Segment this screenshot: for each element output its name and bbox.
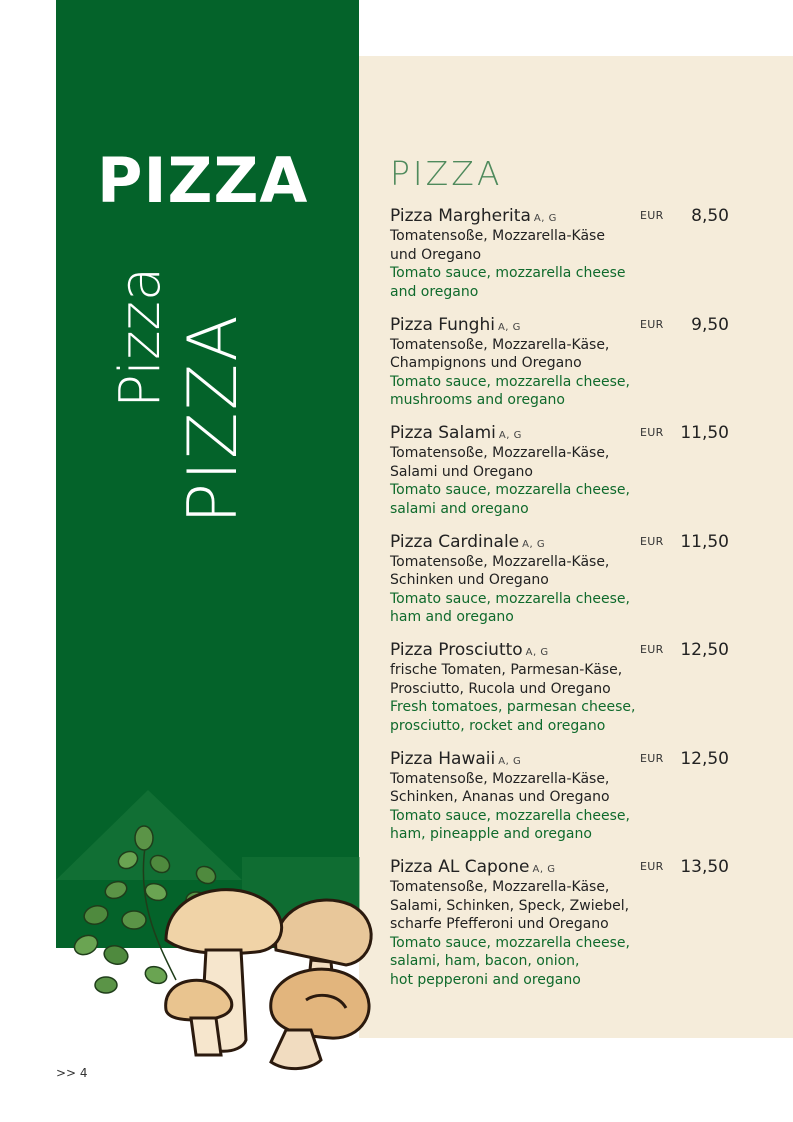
description-german: Salami und Oregano bbox=[390, 463, 533, 480]
description-german: Tomatensoße, Mozzarella-Käse, bbox=[390, 879, 610, 895]
description-english: hot pepperoni and oregano bbox=[390, 971, 581, 988]
description-german: Schinken, Ananas und Oregano bbox=[390, 789, 610, 806]
item-name: Pizza Margherita bbox=[390, 206, 531, 226]
description-german: und Oregano bbox=[390, 246, 482, 263]
sidebar-title: PIZZA bbox=[97, 144, 309, 217]
description-english: prosciutto, rocket and oregano bbox=[390, 717, 606, 734]
menu-item bbox=[390, 205, 735, 314]
item-currency: EUR bbox=[640, 209, 664, 222]
description-german: Tomatensoße, Mozzarella-Käse, bbox=[390, 553, 610, 570]
description-german: Tomatensoße, Mozzarella-Käse bbox=[390, 228, 605, 244]
description-english: Tomato sauce, mozzarella cheese, bbox=[390, 934, 630, 951]
sidebar-vertical-text-caps: PIZZA bbox=[174, 313, 253, 524]
item-currency: EUR bbox=[640, 534, 664, 548]
description-german: Champignons und Oregano bbox=[390, 355, 582, 372]
item-price: 11,50 bbox=[680, 423, 729, 443]
item-currency: EUR bbox=[640, 317, 664, 331]
item-allergens: A, G bbox=[522, 538, 546, 550]
description-english: and oregano bbox=[390, 283, 479, 300]
item-allergens: A, G bbox=[533, 213, 557, 224]
description-english: Tomato sauce, mozzarella cheese, bbox=[390, 482, 630, 499]
item-price: 13,50 bbox=[680, 857, 729, 877]
description-english: ham and oregano bbox=[390, 609, 514, 626]
item-currency: EUR bbox=[640, 426, 664, 439]
menu-item bbox=[390, 314, 735, 423]
item-name: Pizza Prosciutto bbox=[390, 640, 523, 660]
description-german: scharfe Pfefferoni und Oregano bbox=[390, 916, 609, 933]
item-price: 11,50 bbox=[680, 531, 729, 552]
description-english: Tomato sauce, mozzarella cheese, bbox=[390, 373, 630, 390]
item-name: Pizza Hawaii bbox=[390, 748, 496, 769]
item-price: 12,50 bbox=[680, 748, 729, 769]
description-german: Tomatensoße, Mozzarella-Käse, bbox=[390, 336, 610, 353]
description-german: Schinken und Oregano bbox=[390, 572, 549, 589]
description-english: salami and oregano bbox=[390, 500, 529, 517]
item-name: Pizza Salami bbox=[390, 423, 496, 443]
item-price: 8,50 bbox=[691, 206, 729, 226]
description-english: ham, pineapple and oregano bbox=[390, 826, 592, 843]
item-allergens: A, G bbox=[525, 647, 549, 658]
item-allergens: A, G bbox=[497, 321, 521, 333]
menu-item bbox=[390, 639, 735, 748]
description-english: Fresh tomatoes, parmesan cheese, bbox=[390, 699, 636, 716]
item-allergens: A, G bbox=[498, 430, 522, 441]
item-price: 12,50 bbox=[680, 640, 729, 660]
menu-list bbox=[390, 205, 735, 988]
description-german: Tomatensoße, Mozzarella-Käse, bbox=[390, 445, 610, 461]
mushrooms-and-oregano-illustration bbox=[56, 780, 396, 1080]
item-allergens: A, G bbox=[532, 864, 556, 875]
sidebar-vertical-text-script: Pizza bbox=[108, 266, 173, 408]
item-currency: EUR bbox=[640, 860, 664, 873]
description-german: Salami, Schinken, Speck, Zwiebel, bbox=[390, 897, 630, 914]
description-english: Tomato sauce, mozzarella cheese, bbox=[390, 807, 630, 824]
description-german: frische Tomaten, Parmesan-Käse, bbox=[390, 662, 623, 678]
page-number: >> 4 bbox=[56, 1066, 88, 1080]
mushroom-icon bbox=[166, 890, 371, 1069]
item-price: 9,50 bbox=[691, 314, 729, 335]
description-english: salami, ham, bacon, onion, bbox=[390, 953, 580, 970]
section-title: PIZZA bbox=[390, 154, 503, 193]
menu-item bbox=[390, 422, 735, 531]
description-german: Prosciutto, Rucola und Oregano bbox=[390, 680, 611, 697]
description-german: Tomatensoße, Mozzarella-Käse, bbox=[390, 770, 610, 787]
menu-item bbox=[390, 531, 735, 640]
description-english: Tomato sauce, mozzarella cheese, bbox=[390, 590, 630, 607]
menu-item bbox=[390, 748, 735, 857]
item-allergens: A, G bbox=[498, 755, 522, 767]
item-currency: EUR bbox=[640, 643, 664, 656]
item-currency: EUR bbox=[640, 751, 664, 765]
description-english: Tomato sauce, mozzarella cheese bbox=[390, 265, 626, 282]
menu-item bbox=[390, 856, 735, 988]
item-name: Pizza AL Capone bbox=[390, 857, 530, 877]
item-name: Pizza Cardinale bbox=[390, 531, 520, 552]
description-english: mushrooms and oregano bbox=[390, 392, 565, 409]
item-name: Pizza Funghi bbox=[390, 314, 495, 335]
